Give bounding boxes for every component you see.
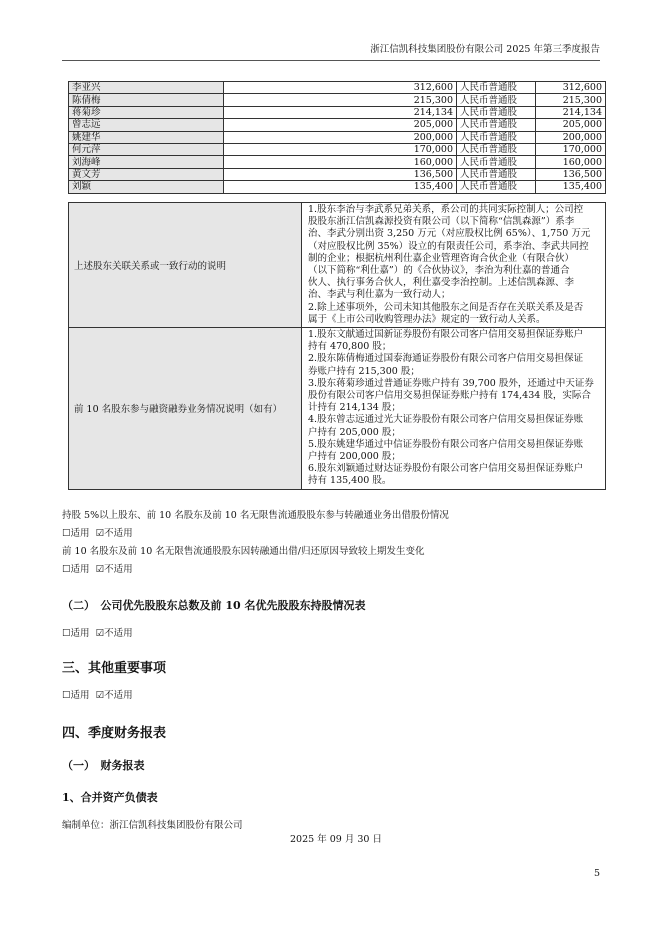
heading-quarterly-statements: 四、季度财务报表 — [62, 726, 167, 741]
holder-name: 李亚兴 — [69, 82, 224, 94]
holder-name: 姚建华 — [69, 131, 224, 143]
holder-shares: 170,000 — [224, 143, 457, 155]
option-row-1 — [62, 527, 133, 541]
notes-table — [68, 202, 606, 490]
preparing-unit: 编制单位：浙江信凯科技集团股份有限公司 — [62, 820, 243, 831]
notes-row — [69, 328, 606, 490]
notes-label: 前 10 名股东参与融资融券业务情况说明（如有） — [69, 328, 302, 490]
paragraph-securities-lending: 持股 5%以上股东、前 10 名股东及前 10 名无限售流通股股东参与转融通业务出借股份情况 — [62, 510, 449, 521]
heading-financial-statements: （一） 财务报表 — [62, 759, 145, 772]
share-amount: 205,000 — [536, 119, 606, 131]
share-amount: 214,134 — [536, 106, 606, 118]
share-amount: 215,300 — [536, 94, 606, 106]
paragraph-lending-change: 前 10 名股东及前 10 名无限售流通股股东因转融通出借/归还原因导致较上期发生变化 — [62, 546, 425, 557]
note-line: 持有 470,800 股； — [308, 341, 392, 353]
holder-shares: 214,134 — [224, 106, 457, 118]
note-line: 4.股东曾志远通过光大证券股份有限公司客户信用交易担保证券账 — [308, 414, 584, 426]
option-applicable: ☐适用 — [62, 690, 90, 701]
note-line: （对应股权比例 35%）设立的有限责任公司，系李治、李武共同控 — [308, 240, 589, 252]
holder-shares: 215,300 — [224, 94, 457, 106]
share-kind: 人民币普通股 — [457, 106, 536, 118]
option-not-applicable: ☑不适用 — [95, 628, 133, 639]
option-applicable: ☐适用 — [62, 564, 90, 575]
share-kind: 人民币普通股 — [457, 94, 536, 106]
note-line: 5.股东姚建华通过中信证券股份有限公司客户信用交易担保证券账 — [308, 438, 584, 450]
share-amount: 136,500 — [536, 168, 606, 180]
note-line: 1.股东李治与李武系兄弟关系，系公司的共同实际控制人；公司控 — [308, 204, 584, 215]
header-title: 浙江信凯科技集团股份有限公司 2025 年第三季度报告 — [370, 44, 600, 55]
note-line: 股股东浙江信凯森源投资有限公司（以下简称“信凯森源”）系李 — [308, 216, 575, 228]
holder-name: 何元萍 — [69, 143, 224, 155]
note-line: 制的企业；根据杭州利仕嘉企业管理咨询合伙企业（有限合伙） — [308, 252, 575, 264]
note-line: 伙人、执行事务合伙人，利仕嘉受李治控制。上述信凯森源、李 — [308, 277, 575, 289]
notes-body — [302, 203, 606, 328]
table-row — [69, 181, 606, 193]
note-line: 属于《上市公司收购管理办法》规定的一致行动人关系。 — [308, 313, 546, 325]
option-row-2 — [62, 563, 133, 577]
holder-shares: 160,000 — [224, 156, 457, 168]
table-row — [69, 131, 606, 143]
holder-name: 蒋菊珍 — [69, 106, 224, 118]
holder-name: 刘海峰 — [69, 156, 224, 168]
holder-name: 刘颖 — [69, 181, 224, 193]
statement-date: 2025 年 09 月 30 日 — [290, 834, 382, 845]
share-kind: 人民币普通股 — [457, 119, 536, 131]
note-line: 3.股东蒋菊珍通过普通证券账户持有 39,700 股外，还通过中天证券 — [308, 377, 594, 389]
notes-row — [69, 203, 606, 328]
notes-label: 上述股东关联关系或一致行动的说明 — [69, 203, 302, 328]
note-line: （以下简称“利仕嘉”）的《合伙协议》，李治为利仕嘉的普通合 — [308, 265, 570, 277]
share-amount: 200,000 — [536, 131, 606, 143]
option-not-applicable: ☑不适用 — [95, 528, 133, 539]
note-line: 6.股东刘颖通过财达证券股份有限公司客户信用交易担保证券账户 — [308, 463, 584, 475]
holder-shares: 205,000 — [224, 119, 457, 131]
page-header — [62, 42, 600, 61]
holder-name: 曾志远 — [69, 119, 224, 131]
option-not-applicable: ☑不适用 — [95, 564, 133, 575]
note-line: 券账户持有 215,300 股； — [308, 365, 420, 377]
heading-balance-sheet: 1、合并资产负债表 — [62, 791, 158, 804]
share-kind: 人民币普通股 — [457, 82, 536, 94]
note-line: 2.除上述事项外，公司未知其他股东之间是否存在关联关系及是否 — [308, 301, 584, 313]
note-line: 户持有 205,000 股； — [308, 426, 401, 438]
note-line: 治、李武分别出资 3,250 万元（对应股权比例 65%）、1,750 万元 — [308, 228, 591, 240]
share-kind: 人民币普通股 — [457, 143, 536, 155]
note-line: 股份有限公司客户信用交易担保证券账户持有 174,434 股，实际合 — [308, 390, 591, 402]
page-number: 5 — [593, 868, 600, 879]
note-line: 户持有 200,000 股； — [308, 451, 401, 463]
note-line: 持有 135,400 股。 — [308, 475, 392, 487]
holder-shares: 200,000 — [224, 131, 457, 143]
option-row-3 — [62, 627, 133, 641]
option-applicable: ☐适用 — [62, 528, 90, 539]
option-applicable: ☐适用 — [62, 628, 90, 639]
share-kind: 人民币普通股 — [457, 156, 536, 168]
option-not-applicable: ☑不适用 — [95, 690, 133, 701]
table-row — [69, 156, 606, 168]
share-amount: 312,600 — [536, 82, 606, 94]
note-line: 计持有 214,134 股； — [308, 402, 401, 414]
holder-name: 陈倩梅 — [69, 94, 224, 106]
table-row — [69, 119, 606, 131]
note-line: 治、李武与利仕嘉为一致行动人； — [308, 289, 451, 301]
share-amount: 135,400 — [536, 181, 606, 193]
holder-shares: 136,500 — [224, 168, 457, 180]
table-row — [69, 82, 606, 94]
table-row — [69, 143, 606, 155]
note-line: 1.股东文献通过国新证券股份有限公司客户信用交易担保证券账户 — [308, 329, 584, 341]
holder-name: 黄文芳 — [69, 168, 224, 180]
share-kind: 人民币普通股 — [457, 181, 536, 193]
share-amount: 170,000 — [536, 143, 606, 155]
holder-shares: 135,400 — [224, 181, 457, 193]
holder-shares: 312,600 — [224, 82, 457, 94]
heading-preferred-shares: （二） 公司优先股股东总数及前 10 名优先股股东持股情况表 — [62, 599, 366, 612]
option-row-4 — [62, 689, 133, 703]
shareholders-table — [68, 81, 606, 194]
share-kind: 人民币普通股 — [457, 131, 536, 143]
note-line: 2.股东陈倩梅通过国泰海通证券股份有限公司客户信用交易担保证 — [308, 353, 584, 365]
table-row — [69, 168, 606, 180]
table-row — [69, 106, 606, 118]
share-amount: 160,000 — [536, 156, 606, 168]
notes-body — [302, 328, 606, 490]
heading-other-matters: 三、其他重要事项 — [62, 661, 167, 676]
share-kind: 人民币普通股 — [457, 168, 536, 180]
table-row — [69, 94, 606, 106]
